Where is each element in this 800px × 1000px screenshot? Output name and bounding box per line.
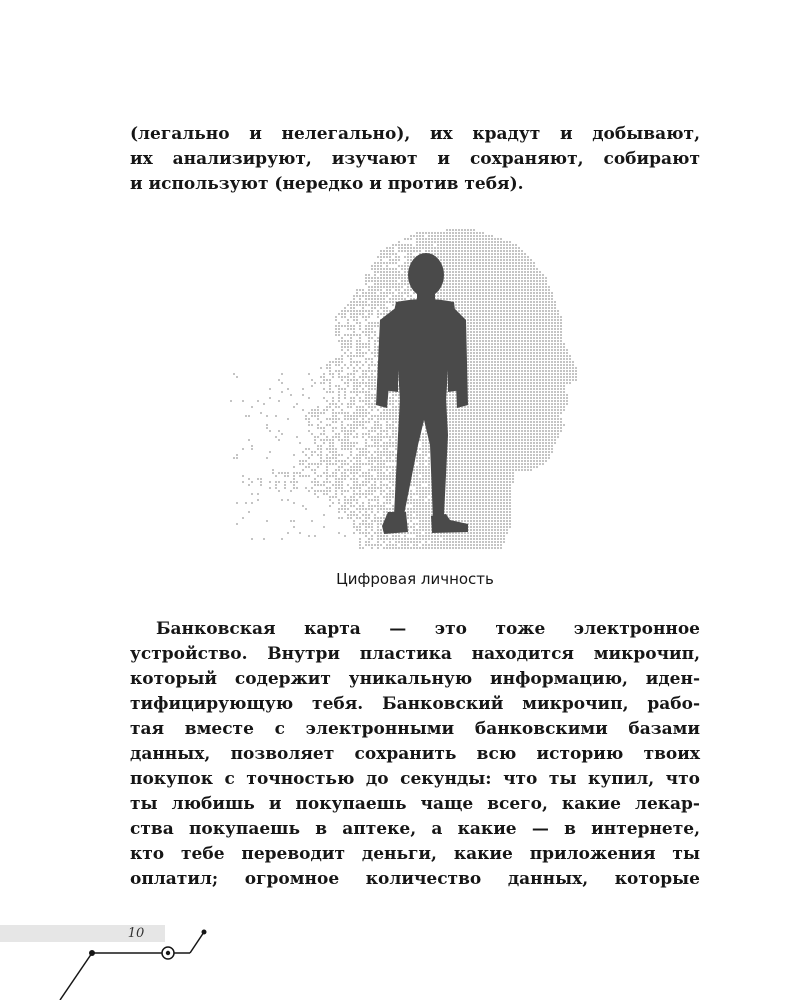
text-line: Банковская карта — это тоже электронное	[156, 619, 700, 639]
text-line: устройство. Внутри пластика находится микрочип,	[130, 644, 700, 664]
top-paragraph	[130, 122, 700, 197]
bottom-paragraph	[130, 617, 700, 892]
text-line: и используют (нередко и против тебя).	[130, 174, 524, 194]
text-line: тифицирующую тебя. Банковский микрочип, рабо-	[130, 694, 700, 714]
digital-identity-figure	[230, 220, 590, 560]
text-line: данных, позволяет сохранить всю историю твоих	[130, 744, 700, 764]
page-number: 10	[127, 926, 145, 941]
text-line: (легально и нелегально), их крадут и добывают,	[130, 124, 700, 144]
circuit-decoration-icon	[0, 920, 240, 1000]
text-line: кто тебе переводит деньги, какие приложения ты	[130, 844, 700, 864]
text-line: ты любишь и покупаешь чаще всего, какие лекар-	[130, 794, 700, 814]
text-line: тая вместе с электронными банковскими базами	[130, 719, 700, 739]
text-line: который содержит уникальную информацию, иден-	[130, 669, 700, 689]
text-line: покупок с точностью до секунды: что ты купил, что	[130, 769, 700, 789]
text-line: ства покупаешь в аптеке, а какие — в интернете,	[130, 819, 700, 839]
text-line: оплатил; огромное количество данных, которые	[130, 869, 700, 889]
figure-caption: Цифровая личность	[336, 570, 494, 588]
text-line: их анализируют, изучают и сохраняют, собирают	[130, 149, 700, 169]
figure-illustration	[230, 220, 590, 560]
